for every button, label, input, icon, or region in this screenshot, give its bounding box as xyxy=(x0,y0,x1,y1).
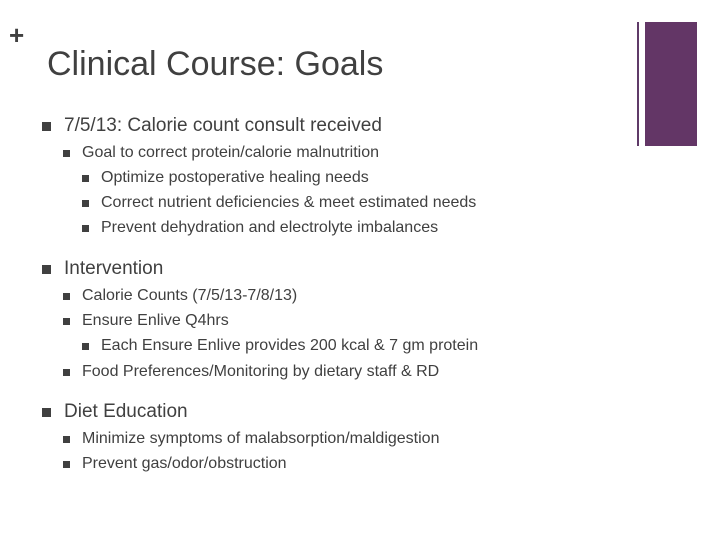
square-bullet-icon xyxy=(42,265,51,274)
square-bullet-icon xyxy=(63,318,70,325)
list-item xyxy=(63,454,287,474)
square-bullet-icon xyxy=(63,150,70,157)
list-item xyxy=(82,193,476,213)
page-title: Clinical Course: Goals xyxy=(47,45,384,83)
list-item-text: Correct nutrient deficiencies & meet estimated needs xyxy=(101,194,477,211)
square-bullet-icon xyxy=(63,461,70,468)
square-bullet-icon xyxy=(63,293,70,300)
list-item-text: Each Ensure Enlive provides 200 kcal & 7 gm protein xyxy=(101,337,479,354)
square-bullet-icon xyxy=(42,408,51,417)
square-bullet-icon xyxy=(82,343,89,350)
square-bullet-icon xyxy=(42,122,51,131)
decorative-line xyxy=(637,22,639,146)
list-item xyxy=(42,400,188,424)
list-item xyxy=(82,218,438,238)
list-item xyxy=(63,362,439,382)
list-item-text: Ensure Enlive Q4hrs xyxy=(82,312,229,329)
list-item-text: Calorie Counts (7/5/13-7/8/13) xyxy=(82,287,298,304)
list-item xyxy=(82,336,478,356)
list-item xyxy=(63,429,439,449)
square-bullet-icon xyxy=(63,436,70,443)
list-item-text: Prevent gas/odor/obstruction xyxy=(82,455,287,472)
list-item-text: Minimize symptoms of malabsorption/maldigestion xyxy=(82,430,440,447)
list-item-text: Prevent dehydration and electrolyte imbalances xyxy=(101,219,439,236)
list-item xyxy=(42,114,382,138)
square-bullet-icon xyxy=(82,200,89,207)
list-item-text: Optimize postoperative healing needs xyxy=(101,169,369,186)
list-item-text: Diet Education xyxy=(64,401,188,422)
square-bullet-icon xyxy=(82,225,89,232)
list-item-text: Goal to correct protein/calorie malnutrition xyxy=(82,144,380,161)
list-item xyxy=(63,143,379,163)
list-item-text: 7/5/13: Calorie count consult received xyxy=(64,115,382,136)
list-item xyxy=(42,257,163,281)
list-item-text: Intervention xyxy=(64,258,164,279)
decorative-accent-block xyxy=(645,22,697,146)
square-bullet-icon xyxy=(82,175,89,182)
list-item xyxy=(63,311,229,331)
list-item-text: Food Preferences/Monitoring by dietary staff & RD xyxy=(82,363,440,380)
list-item xyxy=(63,286,297,306)
plus-icon: + xyxy=(9,20,25,50)
square-bullet-icon xyxy=(63,369,70,376)
list-item xyxy=(82,168,369,188)
